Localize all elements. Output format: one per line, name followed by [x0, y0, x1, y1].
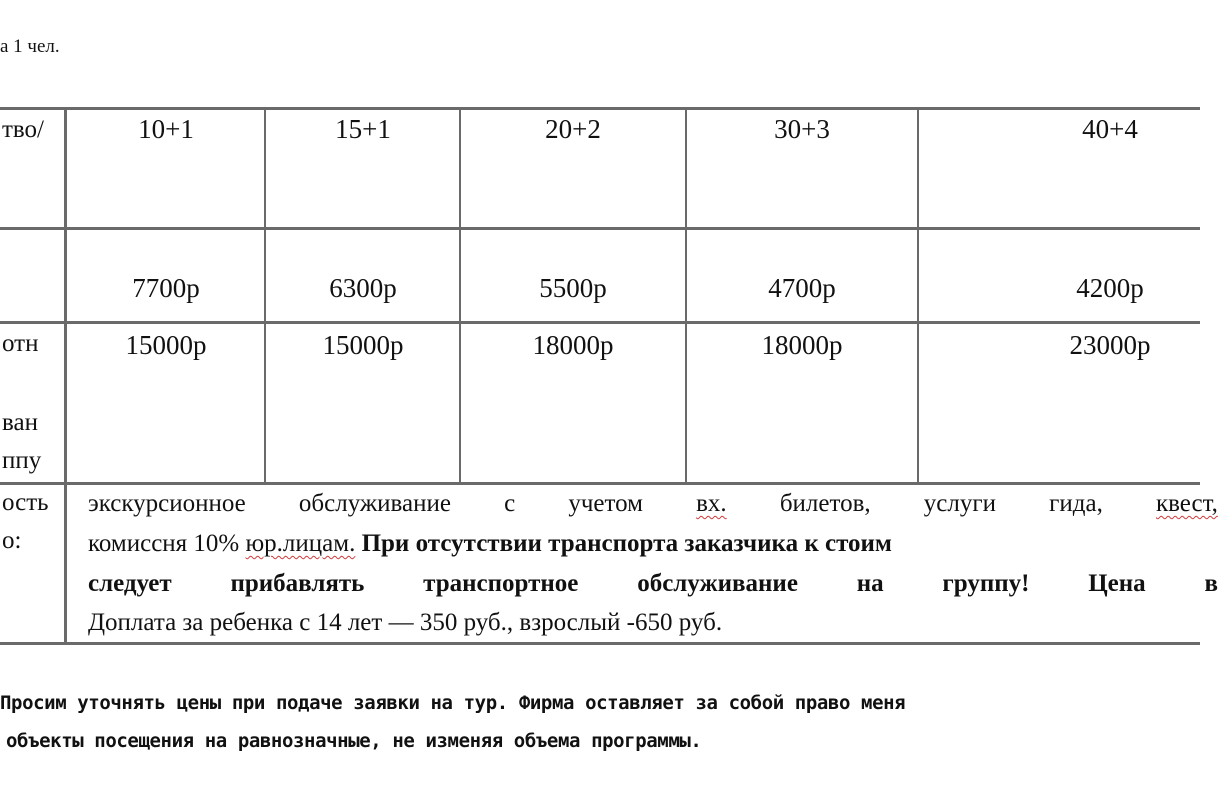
table-rule — [64, 107, 67, 645]
word: вх. — [696, 490, 727, 517]
word: услуги — [923, 490, 996, 517]
table-rule — [459, 107, 461, 484]
group-size-cell: 40+4 — [1082, 114, 1138, 144]
program-line-3 — [88, 570, 1218, 598]
price-cell: 5500р — [539, 273, 607, 303]
table-rule — [0, 227, 1200, 230]
row-label-program: о: — [2, 527, 22, 554]
word: учетом — [568, 490, 643, 517]
word: прибавлять — [230, 570, 365, 597]
word: Цена — [1088, 570, 1146, 597]
word: обслуживание — [637, 570, 798, 597]
row-label-transport: отн — [2, 330, 39, 357]
word: следует — [88, 570, 172, 597]
table-rule — [0, 107, 1200, 110]
word: в — [1204, 570, 1218, 597]
transport-price-cell: 23000р — [1069, 330, 1151, 360]
program-line-4: Доплата за ребенка с 14 лет — 350 руб., взрослый -650 руб. — [88, 609, 723, 636]
group-size-cell: 30+3 — [774, 114, 830, 144]
word: гида, — [1049, 490, 1103, 517]
row-label-program: ость — [2, 489, 49, 516]
word: с — [504, 490, 516, 517]
table-rule — [0, 642, 1200, 645]
table-rule — [917, 107, 919, 484]
footer-note-line-1: Просим уточнять цены при подаче заявки на тур. Фирма оставляет за собой право меня — [0, 692, 906, 714]
program-line-2 — [88, 530, 892, 558]
table-rule — [0, 482, 1200, 485]
price-cell: 4700р — [768, 273, 836, 303]
program-text-bold: При отсутствии транспорта заказчика к стоим — [355, 530, 892, 557]
group-size-cell: 15+1 — [335, 114, 391, 144]
row-label-quantity: тво/ — [2, 116, 45, 143]
word: транспортное — [423, 570, 579, 597]
word: квест, — [1155, 490, 1218, 517]
program-line-1 — [88, 490, 1218, 518]
transport-price-cell: 15000р — [322, 330, 404, 360]
program-text-underlined: юр.лицам. — [245, 530, 356, 557]
word: билетов, — [779, 490, 871, 517]
word: группу! — [942, 570, 1030, 597]
transport-price-cell: 18000р — [761, 330, 843, 360]
row-label-transport: ван — [2, 409, 38, 436]
word: обслуживание — [298, 490, 451, 517]
table-rule — [0, 321, 1200, 324]
transport-price-cell: 18000р — [532, 330, 614, 360]
table-rule — [264, 107, 266, 484]
intro-note: а 1 чел. — [0, 36, 60, 57]
word: экскурсионное — [88, 490, 246, 517]
group-size-cell: 20+2 — [545, 114, 601, 144]
word: на — [856, 570, 884, 597]
price-cell: 4200р — [1076, 273, 1144, 303]
price-cell: 6300р — [329, 273, 397, 303]
program-text: комиссня 10% — [88, 530, 246, 557]
row-label-transport: ппу — [2, 447, 42, 474]
transport-price-cell: 15000р — [125, 330, 207, 360]
group-size-cell: 10+1 — [138, 114, 194, 144]
footer-note-line-2: объекты посещения на равнозначные, не изменяя объема программы. — [6, 730, 702, 752]
table-rule — [685, 107, 687, 484]
price-cell: 7700р — [132, 273, 200, 303]
